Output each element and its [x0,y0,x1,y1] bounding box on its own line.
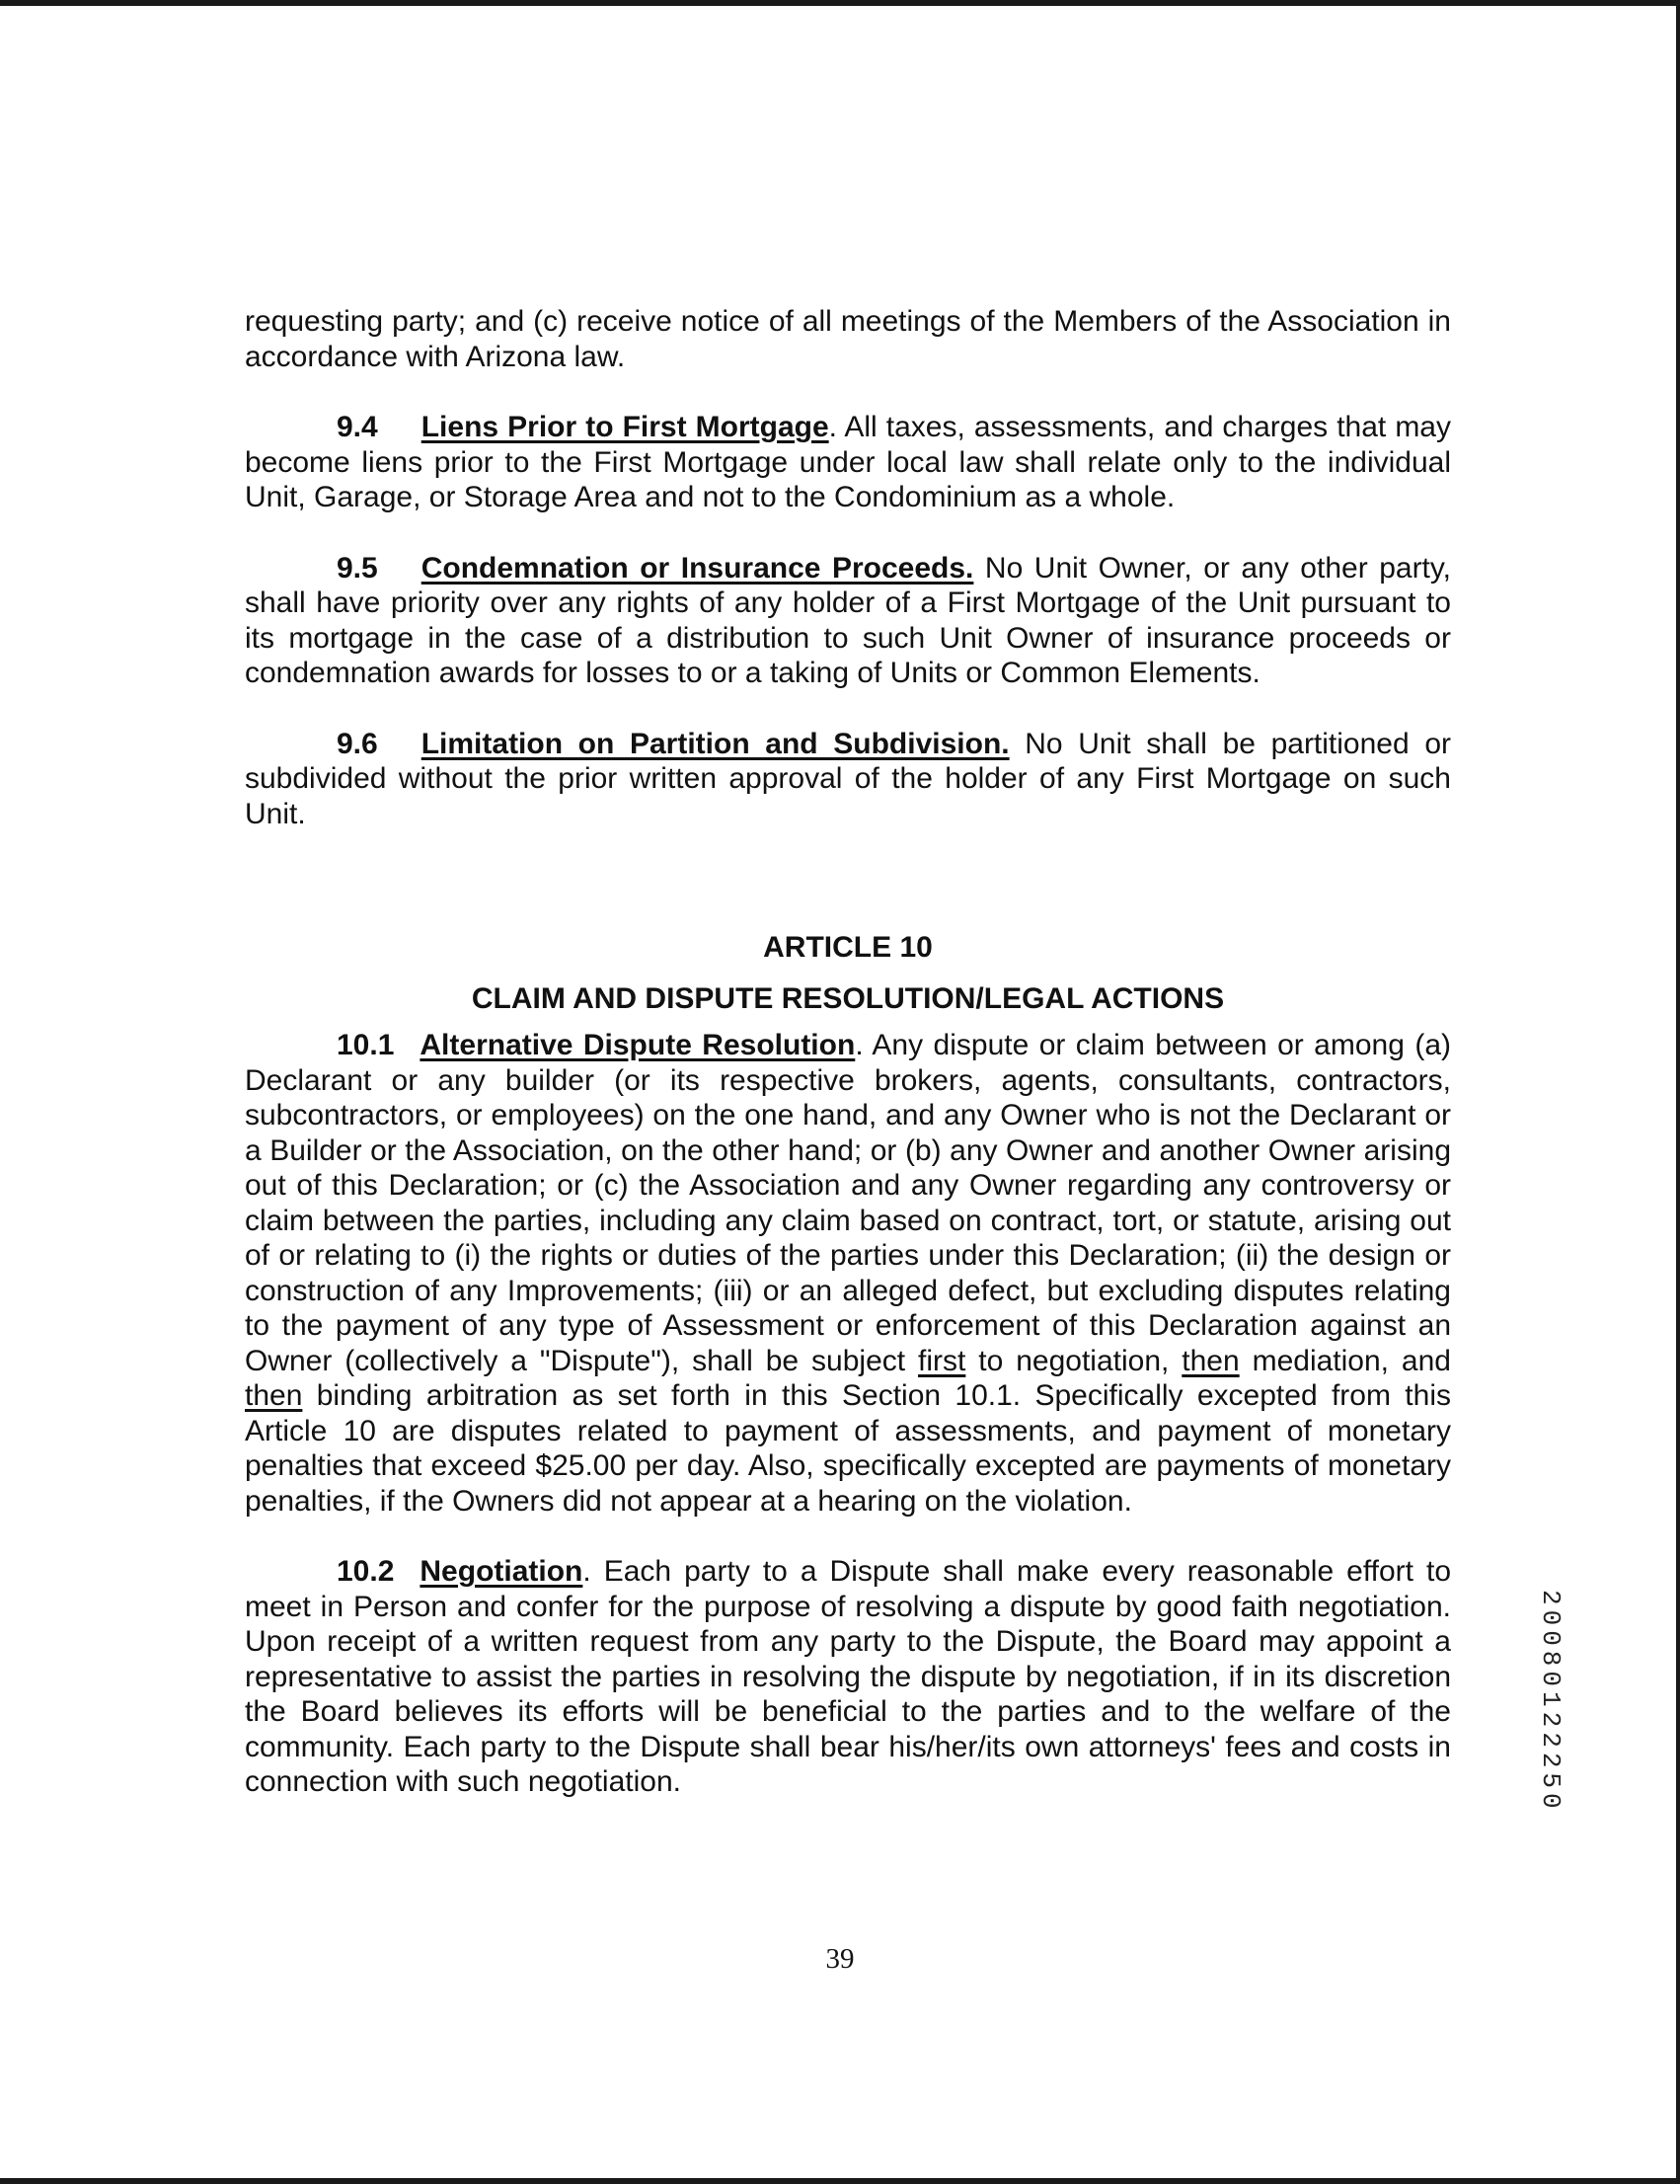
section-10-2 [245,1554,1451,1800]
section-number: 9.6 [337,727,378,760]
page-number: 39 [825,1943,855,1975]
scan-border-top [0,0,1680,6]
section-9-4 [245,410,1451,515]
section-title: Condemnation or Insurance Proceeds. [420,551,974,585]
emphasis-then: then [245,1379,303,1412]
section-title: Liens Prior to First Mortgage [420,411,829,443]
section-body-part-3: mediation, and [1239,1344,1451,1377]
section-title: Limitation on Partition and Subdivision. [420,727,1010,760]
section-title-punct: . [828,411,837,443]
section-title-punct: . [582,1555,591,1588]
section-body: All taxes, assessments, and charges that may become liens prior to the First Mortgage under local law shall relate only to the individual Unit, Garage, or Storage Area and not to the Condominium as a whole. [245,411,1451,513]
scan-border-bottom [0,2178,1680,2184]
section-body-part-2: to negotiation, [965,1344,1183,1377]
section-title: Negotiation [420,1555,583,1588]
intro-text: requesting party; and (c) receive notice of all meetings of the Members of the Association in accordance with Arizona law. [245,305,1451,373]
section-number: 10.2 [337,1555,395,1588]
section-body: No Unit Owner, or any other party, shall have priority over any rights of any holder of a First Mortgage of the Unit pursuant to its mortgage in the case of a distribution to such Unit Owner of insurance proceeds or condemnation awards for losses to or a taking of Units or Common Elements. [245,551,1452,689]
section-body-part-4: binding arbitration as set forth in this Section 10.1. Specifically excepted from this Article 10 are disputes related to payment of assessments, and payment of monetary penalties that exceed $25.00 per day. Also, specifically excepted are payments of monetary penalties, if the Owners did not appear at a hearing on the violation. [245,1379,1451,1518]
section-9-5 [245,551,1451,691]
document-body [245,304,1451,1800]
recording-number: 20080122250 [1536,1590,1565,1814]
article-title: CLAIM AND DISPUTE RESOLUTION/LEGAL ACTIONS [471,981,1225,1015]
section-body-part-1: Any dispute or claim between or among (a) Declarant or any builder (or its respective brokers, agents, consultants, contractors, subcontractors, or employees) on the one hand, and any Owner who is not the Declarant or a Builder or the Association, on the other hand; or (b) any Owner and another Owner arising out of this Declaration; or (c) the Association and any Owner regarding any controversy or claim between the parties, including any claim based on contract, tort, or statute, arising out of or relating to (i) the rights or duties of the parties under this Declaration; (ii) the design or construction of any Improvements; (iii) or an alleged defect, but excluding disputes relating to the payment of any type of Assessment or enforcement of this Declaration against an Owner (collectively a "Dispute"), shall be subject [245,1029,1451,1377]
emphasis-first: first [918,1344,966,1377]
article-number: ARTICLE 10 [763,931,933,964]
section-title-punct: . [855,1029,864,1061]
intro-paragraph [245,304,1451,374]
emphasis-then: then [1182,1344,1240,1377]
section-body: No Unit shall be partitioned or subdivided without the prior written approval of the holder of any First Mortgage on such Unit. [245,727,1451,830]
scan-border-right [1676,0,1680,2184]
section-number: 9.4 [337,411,378,443]
section-10-1 [245,1028,1451,1519]
section-title: Alternative Dispute Resolution [420,1029,856,1061]
section-9-6 [245,727,1451,832]
section-body: Each party to a Dispute shall make every reasonable effort to meet in Person and confer for the purpose of resolving a dispute by good faith negotiation. Upon receipt of a written request from any party to the Dispute, the Board may appoint a representative to assist the parties in resolving the dispute by negotiation, if in its discretion the Board believes its efforts will be beneficial to the parties and to the welfare of the community. Each party to the Dispute shall bear his/her/its own attorneys' fees and costs in connection with such negotiation. [245,1555,1451,1798]
section-number: 10.1 [337,1029,395,1061]
section-number: 9.5 [337,551,378,585]
